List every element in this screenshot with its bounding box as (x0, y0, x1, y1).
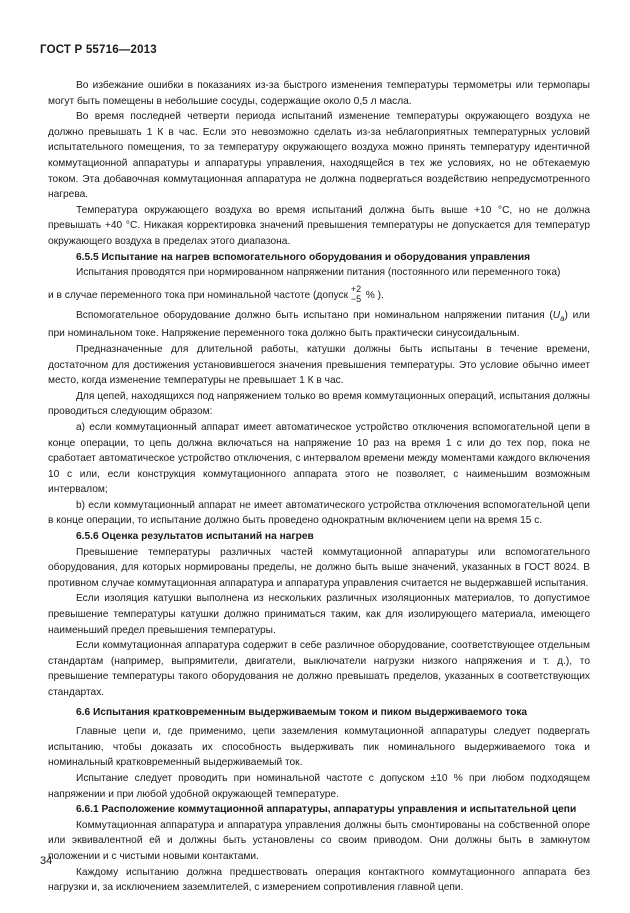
voltage-subscript: a (560, 313, 565, 323)
list-item-a: а) если коммутационный аппарат имеет автоматическое устройство отключения вспомогательной цепи в конце операции, то цепь должна включаться на напряжение 10 раз на время 1 с или до тех пор, пока не сработает автоматическое устройство отключения, с интервалом времени между моментами каждого включения 10 с или, если конструкция коммутационного аппарата этого не позволяет, с наименьшим возможным интервалом; (48, 421, 590, 496)
tolerance-plus: +2 (350, 283, 362, 294)
paragraph: Главные цепи и, где применимо, цепи заземления коммутационной аппаратуры следует подвергать испытанию, чтобы доказать их способность выдерживать пик номинального выдерживаемого тока и номинальный кратковременный выдерживаемый ток. (48, 726, 590, 769)
paragraph: Во избежание ошибки в показаниях из-за быстрого изменения температуры термометры или термопары могут быть помещены в небольшие сосуды, содержащие около 0,5 л масла. (48, 80, 590, 107)
paragraph: Превышение температуры различных частей коммутационной аппаратуры или вспомогательного оборудования, для которых нормированы пределы, не должно быть выше значений, указанных в ГОСТ 8024. В противном случае коммутационная аппаратура и аппаратура управления считается не выдержавшей испытания. (48, 546, 590, 589)
list-item-b: b) если коммутационный аппарат не имеет автоматического устройства отключения вспомогательной цепи в конце операции, то испытание должно быть проведено однократным включением цепи на время 15 с. (48, 499, 590, 527)
paragraph: Для цепей, находящихся под напряжением только во время коммутационных операций, испытания должны проводиться следующим образом: (48, 390, 590, 418)
paragraph: Коммутационная аппаратура и аппаратура управления должны быть смонтированы на собственной опоре или эквивалентной ей и должны быть установлены со своим приводом. Они должны быть в замкнутом положении и с чистыми новыми контактами. (48, 819, 590, 862)
paragraph: Если изоляция катушки выполнена из нескольких различных изоляционных материалов, то допустимое превышение температуры катушки должно приниматься таким, как для изолирующего материала, имеющего наименьший предел превышения температуры. (48, 593, 590, 636)
paragraph: Каждому испытанию должна предшествовать операция контактного коммутационного аппарата без нагрузки и, за исключением заземлителей, с измерением сопротивления главной цепи. (48, 866, 590, 894)
tolerance-text-before: и в случае переменного тока при номинальной частоте (допуск (48, 289, 349, 301)
tolerance-paragraph (48, 284, 590, 306)
tolerance-minus: −5 (350, 293, 362, 304)
paragraph: Предназначенные для длительной работы, катушки должны быть испытаны в течение времени, достаточном для достижения установившегося значения превышения температуры. Это условие обычно имеет место, когда изменение температуры не превышает 1 К в час. (48, 343, 590, 387)
paragraph: Температура окружающего воздуха во время испытаний должна быть выше +10 °С, но не должна превышать +40 °С. Никакая корректировка значений превышения температуры не допускается для температур окружающего воздуха в пределах этого диапазона. (48, 204, 590, 247)
paragraph: Испытания проводятся при нормированном напряжении питания (постоянного или переменного тока) (76, 267, 561, 279)
tolerance-fraction (350, 283, 363, 304)
paragraph: Испытание следует проводить при номинальной частоте с допуском ±10 % при любом подходящем напряжении и при любой удобной окружающей температуре. (48, 772, 590, 800)
text-after-voltage: ) или при номинальном токе. Напряжение переменного тока должно быть практически синусоидальным. (48, 309, 590, 340)
document-body (48, 78, 590, 896)
paragraph: Если коммутационная аппаратура содержит в себе различное оборудование, соответствующее отдельным стандартам (например, выпрямители, двигатели, выключатели нагрузки низкого напряжения и т. д.), то превышение температуры такого оборудования не должно превышать пределов, указанных в соответствующих стандартах. (48, 640, 590, 698)
section-heading-6-5-6: 6.5.6 Оценка результатов испытаний на нагрев (76, 531, 314, 543)
page-number: 34 (40, 855, 53, 867)
text-before-voltage: Вспомогательное оборудование должно быть испытано при номинальном напряжении питания ( (76, 309, 553, 321)
document-header: ГОСТ Р 55716—2013 (40, 44, 157, 56)
section-heading-6-5-5: 6.5.5 Испытание на нагрев вспомогательного оборудования и оборудования управления (76, 251, 531, 263)
tolerance-text-after: % ). (365, 289, 384, 301)
paragraph (48, 308, 590, 342)
paragraph: Во время последней четверти периода испытаний изменение температуры окружающего воздуха не должно превышать 1 К в час. Если это невозможно сделать из-за неблагоприятных температурных условий испытательного помещения, то за температуру окружающего воздуха можно принять температуру идентичной коммутационной аппаратуры и аппаратуры управления, находящейся в тех же условиях, но не обтекаемую током. Эта добавочная коммутационная аппаратура не должна подвергаться воздействию непредусмотренного нагрева. (48, 111, 590, 201)
section-heading-6-6-1: 6.6.1 Расположение коммутационной аппаратуры, аппаратуры управления и испытательной цепи (76, 804, 577, 816)
section-heading-6-6: 6.6 Испытания кратковременным выдерживаемым током и пиком выдерживаемого тока (76, 706, 528, 718)
voltage-symbol: U (552, 309, 561, 321)
